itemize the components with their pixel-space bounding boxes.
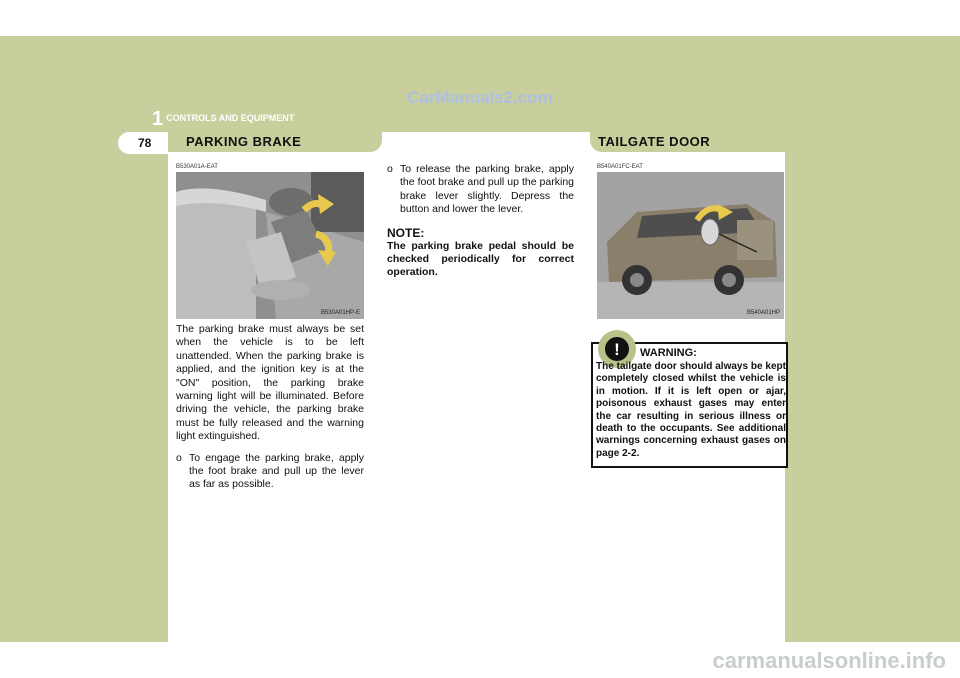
page-number: 78 [118, 132, 168, 154]
note-text: The parking brake pedal should be checked periodically for correct operation. [387, 240, 574, 279]
warning-title: WARNING: [640, 347, 697, 359]
parking-brake-paragraph: The parking brake must always be set when the vehicle is to be left unattended. When the parking brake is applied, and the ignition key is at the "ON" position, the parking brake warning light will be illuminated. Before driving the vehicle, the parking brake must be fully released and the warning light extinguished. [176, 323, 364, 443]
warning-symbol: ! [614, 340, 620, 359]
release-bullet [387, 163, 574, 217]
chapter-title: CONTROLS AND EQUIPMENT [166, 113, 295, 123]
note-title: NOTE: [387, 225, 425, 240]
tailgate-illustration [597, 172, 784, 319]
chapter-number: 1 [152, 108, 164, 130]
bullet-marker: o [176, 451, 182, 464]
engage-bullet [176, 452, 364, 492]
parking-brake-photo [176, 172, 364, 319]
tailgate-photo [597, 172, 784, 319]
watermark-bottom: carmanualsonline.info [712, 648, 946, 673]
engage-bullet-text: To engage the parking brake, apply the foot brake and pull up the lever as far as possible. [189, 451, 364, 491]
section-code-tailgate: B540A01FC-EAT [597, 164, 643, 170]
bullet-marker: o [387, 163, 393, 175]
section-heading-parking-brake: PARKING BRAKE [168, 132, 382, 152]
section-code-parking-brake: B530A01A-EAT [176, 164, 218, 170]
photo-code-tailgate: B540A01HP [746, 310, 780, 316]
chapter-header [152, 108, 294, 131]
warning-text: The tailgate door should always be kept completely closed whilst the vehicle is in motion. If it is left open or ajar, poisonous exhaust gases may enter the car resulting in serious illness or death to the occupants. See additional warnings concerning exhaust gases on page 2-2. [596, 361, 786, 459]
parking-brake-illustration [176, 172, 364, 319]
section-heading-tailgate-door: TAILGATE DOOR [590, 132, 785, 152]
watermark-top: CarManuals2.com [407, 88, 553, 107]
photo-code-parking-brake: B530A01HP-E [320, 310, 360, 316]
release-text [387, 163, 574, 279]
parking-brake-text [176, 323, 364, 492]
release-bullet-text: To release the parking brake, apply the foot brake and pull up the parking brake lever slightly. Depress the button and lower the lever. [400, 163, 574, 216]
